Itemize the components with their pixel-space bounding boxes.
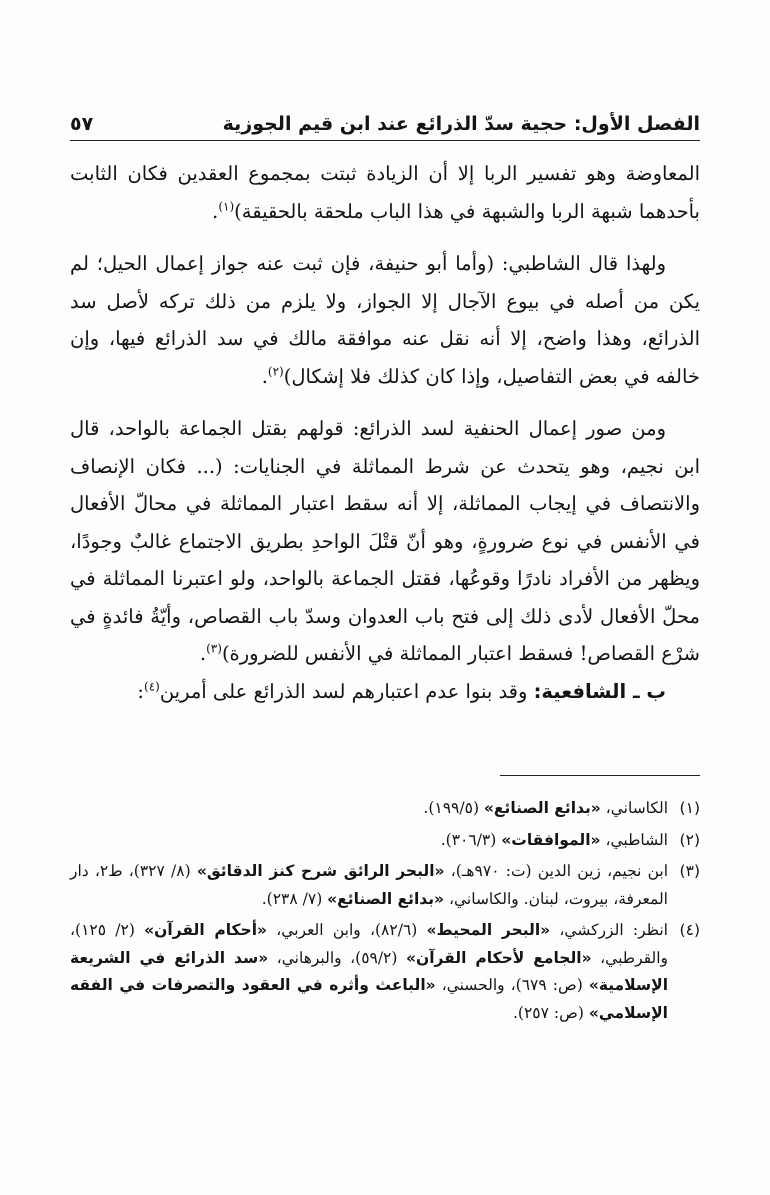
footnote: (٢) الشاطبي، «الموافقات» (٣٠٦/٣). (70, 827, 700, 855)
footnote: (١) الكاساني، «بدائع الصنائع» (١٩٩/٥). (70, 795, 700, 823)
header-rule (70, 140, 700, 141)
chapter-title: الفصل الأول: حجية سدّ الذرائع عند ابن قيم الجوزية (222, 113, 700, 135)
footnote-ref[interactable]: (٢) (267, 364, 284, 378)
footnote-ref[interactable]: (٣) (206, 641, 222, 656)
paragraph: ولهذا قال الشاطبي: (وأما أبو حنيفة، فإن ثبت عنه جواز إعمال الحيل؛ لم يكن من أصله في بيوع الآجال إلا الجواز، ولا يلزم من ذلك تركه لأصل سد الذرائع، وهذا واضح، إلا أنه نقل عنه موافقة مالك في سد الذرائع فيها، وإن خالفه في بعض التفاصيل، وإذا كان كذلك فلا إشكال)$^{(٢)}$. (70, 252, 700, 388)
page-number: ٥٧ (70, 113, 94, 135)
footnote: (٤) انظر: الزركشي، «البحر المحيط» (٨٢/٦)، وابن العربي، «أحكام القرآن» (٢/ ١٢٥)، والقرطبي، «الجامع لأحكام القرآن» (٥٩/٢)، والبرهاني، «سد الذرائع في الشريعة الإسلامية» (ص: ٦٧٩)، والحسني، «الباعث وأثره في العقود والتصرفات في الفقه الإسلامي» (ص: ٢٥٧). (70, 917, 700, 1027)
footnote-number: (١) (679, 799, 700, 817)
footnote-separator (500, 775, 700, 776)
footnote-number: (٣) (679, 862, 700, 880)
paragraph: المعاوضة وهو تفسير الربا إلا أن الزيادة ثبتت بمجموع العقدين فكان الثابت بأحدهما شبهة الربا والشبهة في هذا الباب ملحقة بالحقيقة)$^{(١)}$. (70, 162, 700, 223)
footnote-number: (٤) (679, 921, 700, 939)
footnote-ref[interactable]: (١) (218, 199, 235, 213)
footnote-number: (٢) (679, 830, 700, 849)
paragraph-section-heading: ب ـ الشافعية: وقد بنوا عدم اعتبارهم لسد الذرائع على أمرين$^{(٤)}$: (137, 679, 666, 703)
running-header (70, 105, 700, 135)
footnote: (٣) ابن نجيم، زين الدين (ت: ٩٧٠هـ)، «البحر الرائق شرح كنز الدقائق» (٨/ ٣٢٧)، ط٢، دار المعرفة، بيروت، لبنان. والكاساني، «بدائع الصنائع» (٧/ ٢٣٨). (70, 858, 700, 913)
section-label: ب ـ الشافعية: (533, 679, 666, 703)
main-text (70, 155, 700, 710)
footnotes (70, 795, 700, 1031)
footnote-ref[interactable]: (٤) (144, 679, 160, 693)
paragraph: ومن صور إعمال الحنفية لسد الذرائع: قولهم بقتل الجماعة بالواحد، قال ابن نجيم، وهو يتحدث عن شرط المماثلة في الجنايات: (... فكان الإنصاف والانتصاف في إيجاب المماثلة، إلا أنه سقط اعتبار المماثلة في محالّ الأفعال في الأنفس في نوع ضرورةٍ، وهو أنّ قتْلَ الواحدِ بطريق الاجتماع غالبٌ وجودًا، ويظهر من الأفراد نادرًا وقوعُها، فقتل الجماعة بالواحد، ولو اعتبرنا المماثلة في محلّ الأفعال لأدى ذلك إلى فتح باب العدوان وسدّ باب القصاص، وأيّةُ فائدةٍ في شرْع القصاص! فسقط اعتبار المماثلة في الأنفس للضرورة)$^{(٣)}$. (70, 417, 700, 665)
